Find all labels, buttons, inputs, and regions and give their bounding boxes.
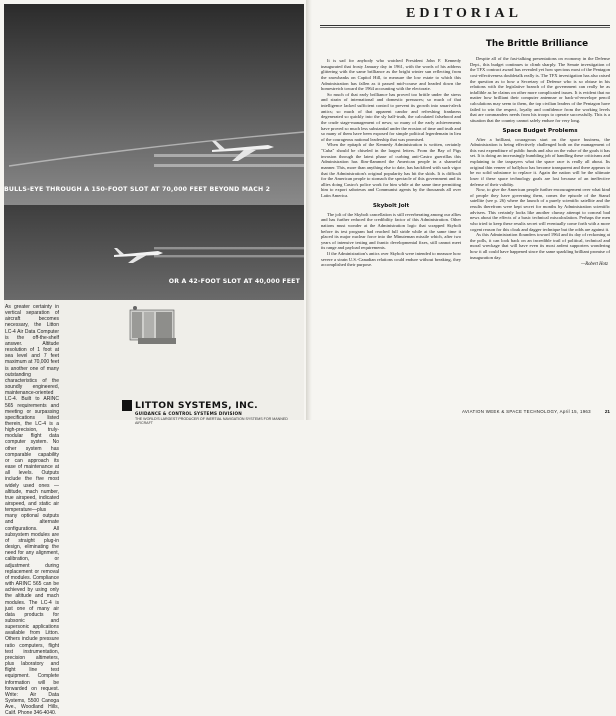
litton-logo-icon xyxy=(122,400,132,411)
page-number: 21 xyxy=(604,409,610,414)
subheading-space-budget: Space Budget Problems xyxy=(502,127,578,134)
litton-tagline: THE WORLD'S LARGEST PRODUCER OF INERTIAL NAVIGATION SYSTEMS FOR MANNED AIRCRAFT xyxy=(135,417,288,426)
column-left xyxy=(321,58,461,268)
ad-caption-mid: OR A 42-FOOT SLOT AT 40,000 FEET xyxy=(168,278,300,285)
litton-logo-block xyxy=(122,400,304,426)
litton-company-name: LITTON SYSTEMS, INC. xyxy=(135,400,258,411)
paragraph: The jolt of the Skybolt cancellation is still reverberating among our allies and has further reduced the credibility factor of this Administration. Other nations must wonder at the Administration logic that scrapped Skybolt before its test program had reached full stride while at the same time it placed its major nuclear force into the Minuteman missile which, after two years of intensive testing and frantic developmental fixes, still cannot meet its range and payload requirements. xyxy=(321,211,461,251)
heading-rule-thin xyxy=(320,27,610,28)
advertisement-page xyxy=(0,0,306,716)
paragraph: As this Administration flounders toward 1964 and its day of reckoning at the polls, it can look back on an incredible trail of political, technical and moral wreckage that will have even its most ardent supporters wondering how it all could have happened since the same sparkling brilliant promise of inauguration day. xyxy=(470,232,610,260)
paragraph: Despite all of the fast-talking presentations on economy in the Defense Dept., this budget continues to climb sharply. The Senate investigation of the TFX contract award has revealed yet how specious most of the Pentagon cost-effectiveness doubletalk really is. The TFX investigation has also raised the question as to how a Secretary of Defense who is so obtuse in his relations with the legislative branch of the government can really be as infallible as he claims on other more complicated issues. It is evident that no matter how brilliant their computer antennae or back-of-envelope pencil calculations may seem to them, the top civilian leaders of the Pentagon have failed to win the respect, loyalty and confidence from the working levels that are commanders needs from his troops to operate successfully. This is a situation that the country cannot safely endure for very long. xyxy=(470,56,610,123)
air-data-computer-image xyxy=(124,302,184,354)
sky-jet-low-image xyxy=(4,205,304,300)
subheading-skybolt: Skybolt Jolt xyxy=(372,202,410,209)
ad-copy-column-1 xyxy=(5,304,59,716)
ad-photo-jet-high xyxy=(4,4,304,205)
editorial-page xyxy=(312,0,616,420)
heading-rule xyxy=(320,25,610,26)
ad-caption-top: BULLS-EYE THROUGH A 150-FOOT SLOT AT 70,000 FEET BEYOND MACH 2 xyxy=(4,186,271,193)
article-title: The Brittle Brilliance xyxy=(485,39,589,49)
paragraph: If the Administration's antics over Skybolt were intended to measure how severe a strain U.S.-Canadian relations could endure without breaking, they accomplished their purpose. xyxy=(321,251,461,268)
column-right xyxy=(470,56,610,267)
paragraph: After a brilliant, courageous start on the space business, the Administration is being effectively challenged both on the management of this vast expenditure of public funds and also on the value of the goals it has set. It is doing an increasingly bumbling job of handling these criticisms and explaining to the taxpayers what the space race is really all about. Its original thin veneer of ballyhoo has become transparent and there appears to be no solid substance to replace it. Again the nation will be the ultimate loser if these space technology goals are lost because of an ineffective defense of their validity. xyxy=(470,136,610,187)
sky-jet-image xyxy=(4,4,304,205)
paragraph: Now, to give the American people further encouragement over what kind of people they have governing them, comes the episode of the Stanzl satellite (see p. 26) where the launch of a purely scientific satellite and the results therefrom were kept secret for months by Administration scientific advisers. This certainly looks like another clumsy attempt to conceal bad news about the effects of a basic technical miscalculation. Perhaps the men who tried to keep these results secret will eventually come forth with a more cogent reason for this cloak and dagger technique but the odds are against it. xyxy=(470,187,610,232)
page-footer: AVIATION WEEK & SPACE TECHNOLOGY, April 15, 1963 xyxy=(462,409,591,414)
ad-photo-jet-low xyxy=(4,205,304,300)
paragraph: So much of that early brilliance has proved too brittle under the stress and strain of international and domestic pressures; so much of that intelligence lacked sufficient control to prevent its growth into smart-aleck antics; so much of that apparent candor and refreshing frankness degenerated so quickly into the sly half-truth, the calculated falsehood and the crude stage-management of news; so many of the early achievements have proved so much less substantial under the erosion of time and truth and so many of them have been exposed for simple political legerdemain in lieu of the courageous national leadership that was promised. xyxy=(321,91,461,142)
litton-division: GUIDANCE & CONTROL SYSTEMS DIVISION xyxy=(135,411,242,416)
paragraph: When the epitaph of the Kennedy Administration is written, certainly "Cuba" should be chiseled in the largest letters. From the Bay of Pigs invasion through the latest phase of curbing anti-Castro guerrillas this Administration has flim-flammed the American people in a shameful manner. This, more than anything else to date, has backfired with such vigor that the Administration's original popularity has hit the skids. It is difficult for the American people to stomach the spectacle of this government and its allies doing Castro's police work for him while at the same time permitting him to export saboteurs and Communist agents by the thousands all over Latin America. xyxy=(321,142,461,198)
author-signature: —Robert Hotz xyxy=(581,262,608,268)
section-heading: EDITORIAL xyxy=(406,6,522,21)
ad-copy-area xyxy=(4,300,304,716)
ad-copy-text: As greater certainty in vertical separation of aircraft becomes necessary, the Litton LC-4 Air Data Computer is the off-the-shelf answer. Altitude resolution of 1 foot at sea level and 7 feet maximum at 70,000 feet is another one of many outstanding characteristics of the soundly engineered, maintenance-oriented LC-4. Built to ARINC 565 requirements and meeting or surpassing specifications listed therein, the LC-4 is a high-precision, truly-modular flight data computer system. No other system has comparable capability or can approach its ease of maintenance at all levels. Outputs include the five most widely used ones — altitude, mach number, true airspeed, indicated airspeed, and static air temperature—plus many optional outputs and alternate configurations. All subsystem modules are of straight plug-in design, eliminating the need for any alignment, calibration, or adjustment during replacement or removal of modules. Compliance with ARINC 565 can be achieved by using only the altitude and mach modules. The LC-4 is just one of many air data products for subsonic and supersonic applications available from Litton. Others include pressure ratio computers, flight test instrumentation, precision altimeters, plus laboratory and flight line test equipment. Complete information will be forwarded on request. Write: Air Data Systems, 5500 Canoga Ave., Woodland Hills, Calif. Phone 346-4040. xyxy=(5,304,59,716)
paragraph: It is sad for anybody who watched President John F. Kennedy inaugurated that frosty January day in 1961, with the words of his address glittering with the same brilliance as the bright winter sun reflecting from the snowbanks on Capitol Hill, to measure the low estate to which this Administration has fallen as it passed mid-course and headed down the homestretch toward the 1964 accounting with the electorate. xyxy=(321,58,461,92)
